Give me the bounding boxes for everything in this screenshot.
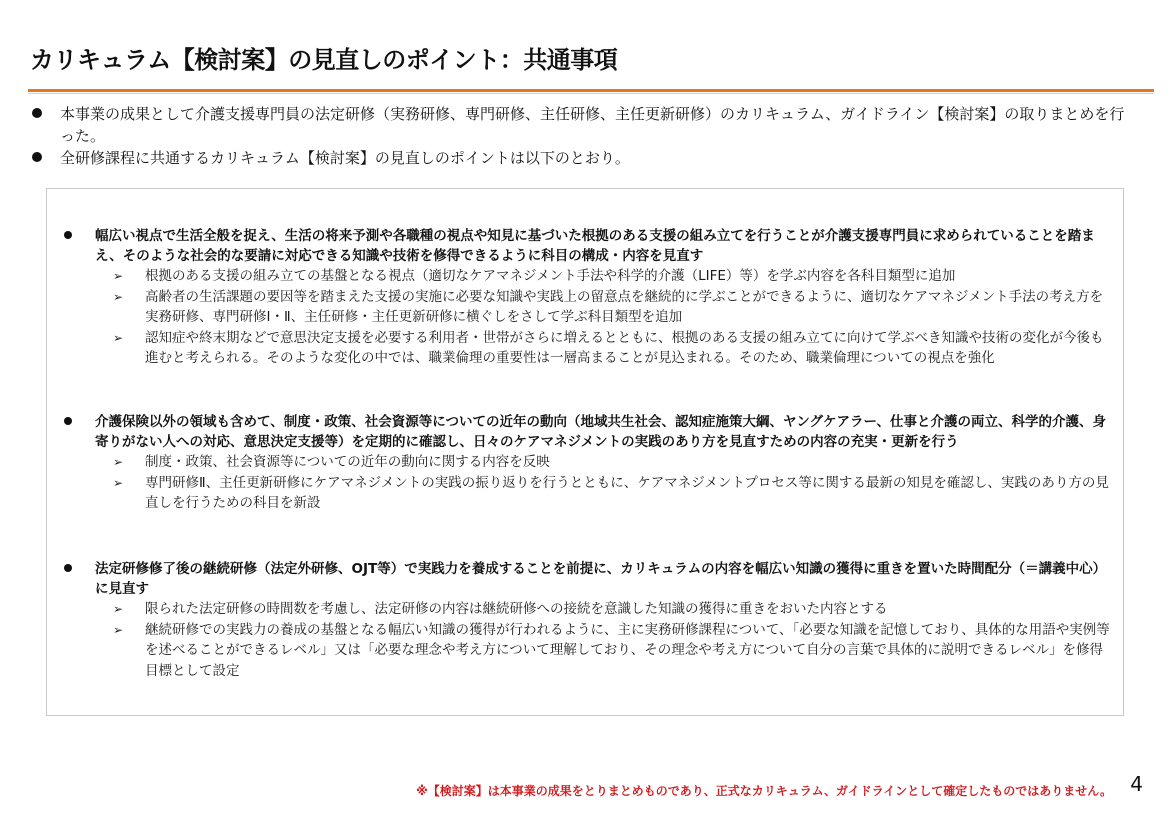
arrow-bullet-icon: ➢: [113, 455, 124, 469]
point-heading: 幅広い視点で生活全般を捉え、生活の将来予測や各職種の視点や知見に基づいた根拠のある支援の組み立てを行うことが介護支援専門員に求められていることを踏まえ、そのような社会的な要請に対応できる知識や技術を修得できるように科目の構成・内容を見直す: [61, 226, 1111, 266]
intro-bullet: [32, 103, 1127, 147]
bullet-icon: [64, 231, 72, 239]
point-heading: 法定研修修了後の継続研修（法定外研修、OJT等）で実践力を養成することを前提に、カリキュラムの内容を幅広い知識の獲得に重きを置いた時間配分（＝講義中心）に見直す: [61, 559, 1111, 599]
point-section: [61, 226, 1111, 369]
intro-text: 全研修課程に共通するカリキュラム【検討案】の見直しのポイントは以下のとおり。: [60, 149, 630, 167]
bullet-icon: [64, 417, 72, 425]
page-title: カリキュラム【検討案】の見直しのポイント：共通事項: [30, 46, 618, 74]
point-item: ➢ 継続研修での実践力の養成の基盤となる幅広い知識の獲得が行われるように、主に実務研修課程について、「必要な知識を記憶しており、具体的な用語や実例等を述べることができるレベル」又は「必要な理念や考え方について理解しており、その理念や考え方について自分の言葉で具体的に説明できるレベル」を修得目標として設定: [113, 621, 1110, 679]
point-item: ➢ 認知症や終末期などで意思決定支援を必要する利用者・世帯がさらに増えるとともに、根拠のある支援の組み立てに向けて学ぶべき知識や技術の変化が今後も進むと考えられる。そのような変化の中では、職業倫理の重要性は一層高まることが見込まれる。そのため、職業倫理についての視点を強化: [113, 329, 1104, 366]
point-item: ➢ 専門研修Ⅱ、主任更新研修にケアマネジメントの実践の振り返りを行うとともに、ケアマネジメントプロセス等に関する最新の知見を確認し、実践のあり方の見直しを行うための科目を新設: [113, 474, 1109, 511]
arrow-bullet-icon: ➢: [113, 269, 124, 283]
point-item: ➢ 限られた法定研修の時間数を考慮し、法定研修の内容は継続研修への接続を意識した知識の獲得に重きをおいた内容とする: [61, 599, 1111, 620]
point-section: [61, 412, 1111, 514]
bullet-icon: [64, 564, 72, 572]
intro-list: [32, 103, 1127, 169]
points-panel: [46, 188, 1124, 716]
point-item: ➢ 高齢者の生活課題の要因等を踏まえた支援の実施に必要な知識や実践上の留意点を継続的に学ぶことができるように、適切なケアマネジメント手法の考え方を実務研修、専門研修Ⅰ・Ⅱ、主任研修・主任更新研修に横ぐしをさして学ぶ科目類型を追加: [113, 288, 1104, 325]
arrow-bullet-icon: ➢: [113, 330, 124, 345]
bullet-icon: [32, 108, 42, 118]
point-item: ➢ 根拠のある支援の組み立ての基盤となる視点（適切なケアマネジメント手法や科学的介護（LIFE）等）を学ぶ内容を各科目類型に追加: [61, 266, 1111, 287]
intro-text: 本事業の成果として介護支援専門員の法定研修（実務研修、専門研修、主任研修、主任更新研修）のカリキュラム、ガイドライン【検討案】の取りまとめを行った。: [60, 105, 1125, 145]
arrow-bullet-icon: ➢: [113, 622, 124, 637]
arrow-bullet-icon: ➢: [113, 602, 124, 616]
intro-bullet: [32, 147, 1127, 169]
page-number: 4: [1130, 772, 1143, 796]
title-divider-shadow: [28, 93, 1154, 94]
bullet-icon: [32, 152, 42, 162]
point-heading: 介護保険以外の領域も含めて、制度・政策、社会資源等についての近年の動向（地域共生社会、認知症施策大綱、ヤングケアラー、仕事と介護の両立、科学的介護、身寄りがない人への対応、意思決定支援等）を定期的に確認し、日々のケアマネジメントの実践のあり方を見直すための内容の充実・更新を行う: [61, 412, 1111, 452]
point-item: ➢ 制度・政策、社会資源等についての近年の動向に関する内容を反映: [61, 452, 1111, 473]
disclaimer-footnote: ※【検討案】は本事業の成果をとりまとめものであり、正式なカリキュラム、ガイドラインとして確定したものではありません。: [416, 784, 1112, 798]
title-divider: [28, 89, 1154, 92]
arrow-bullet-icon: ➢: [113, 289, 124, 304]
arrow-bullet-icon: ➢: [113, 475, 124, 490]
point-section: [61, 559, 1111, 681]
